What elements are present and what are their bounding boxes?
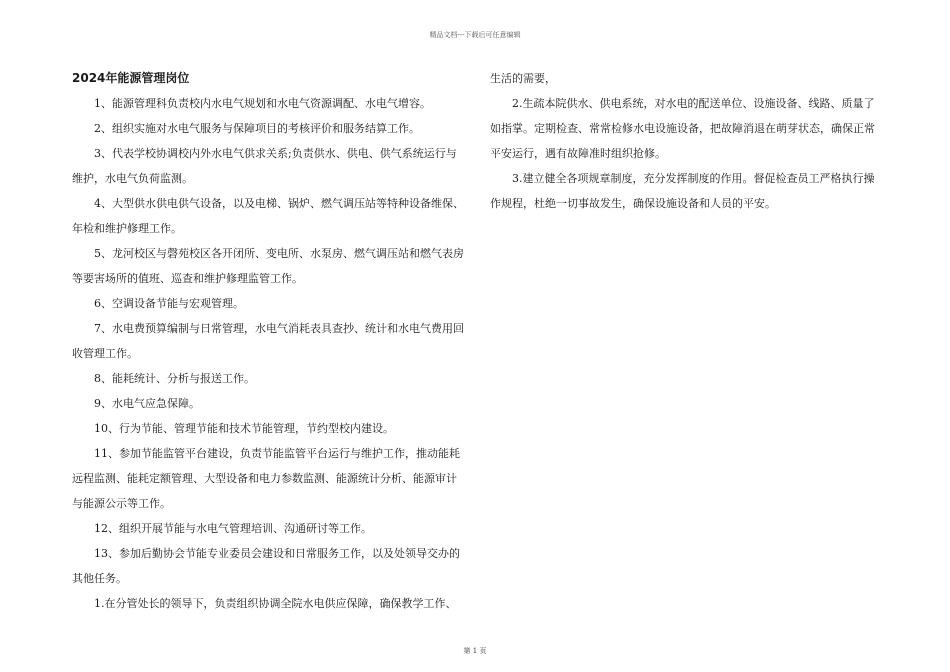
paragraph: 12、组织开展节能与水电气管理培训、沟通研讨等工作。 [94,522,372,535]
paragraph: 9、水电气应急保障。 [94,397,200,410]
page-number: 第 1 页 [463,647,487,655]
paragraph: 10、行为节能、管理节能和技术节能管理，节约型校内建设。 [94,422,394,435]
paragraph: 3、代表学校协调校内外水电气供求关系;负责供水、供电、供气系统运行与维护，水电气负荷监测。 [72,147,457,185]
paragraph: 4、大型供水供电供气设备，以及电梯、锅炉、燃气调压站等特种设备维保、年检和维护修理工作。 [72,197,464,235]
paragraph: 13、参加后勤协会节能专业委员会建设和日常服务工作，以及处领导交办的其他任务。 [72,547,460,585]
paragraph: 1.在分管处长的领导下，负责组织协调全院水电供应保障，确保教学工作、 [94,597,457,610]
right-column [490,66,880,216]
paragraph-continuation: 生活的需要， [490,72,556,85]
page-header: 精品文档---下载后可任意编辑 [429,31,521,39]
document-title: 2024年能源管理岗位 [72,71,190,85]
paragraph: 6、空调设备节能与宏观管理。 [94,297,244,310]
paragraph: 11、参加节能监管平台建设，负责节能监管平台运行与维护工作，推动能耗远程监测、能耗定额管理、大型设备和电力参数监测、能源统计分析、能源审计与能源公示等工作。 [72,447,460,510]
paragraph: 1、能源管理科负责校内水电气规划和水电气资源调配、水电气增容。 [94,97,431,110]
paragraph: 8、能耗统计、分析与报送工作。 [94,372,255,385]
paragraph: 2.生疏本院供水、供电系统，对水电的配送单位、设施设备、线路、质量了如指掌。定期检查、常常检修水电设施设备，把故障消退在萌芽状态，确保正常平安运行，遇有故障准时组织抢修。 [490,97,875,160]
paragraph: 7、水电费预算编制与日常管理，水电气消耗表具查抄、统计和水电气费用回收管理工作。 [72,322,464,360]
paragraph: 5、龙河校区与磬苑校区各开闭所、变电所、水泵房、燃气调压站和燃气表房等要害场所的值班、巡查和维护修理监管工作。 [72,247,464,285]
paragraph: 3.建立健全各项规章制度，充分发挥制度的作用。督促检查员工严格执行操作规程，杜绝一切事故发生，确保设施设备和人员的平安。 [490,172,875,210]
paragraph: 2、组织实施对水电气服务与保障项目的考核评价和服务结算工作。 [94,122,420,135]
left-column [72,66,464,616]
